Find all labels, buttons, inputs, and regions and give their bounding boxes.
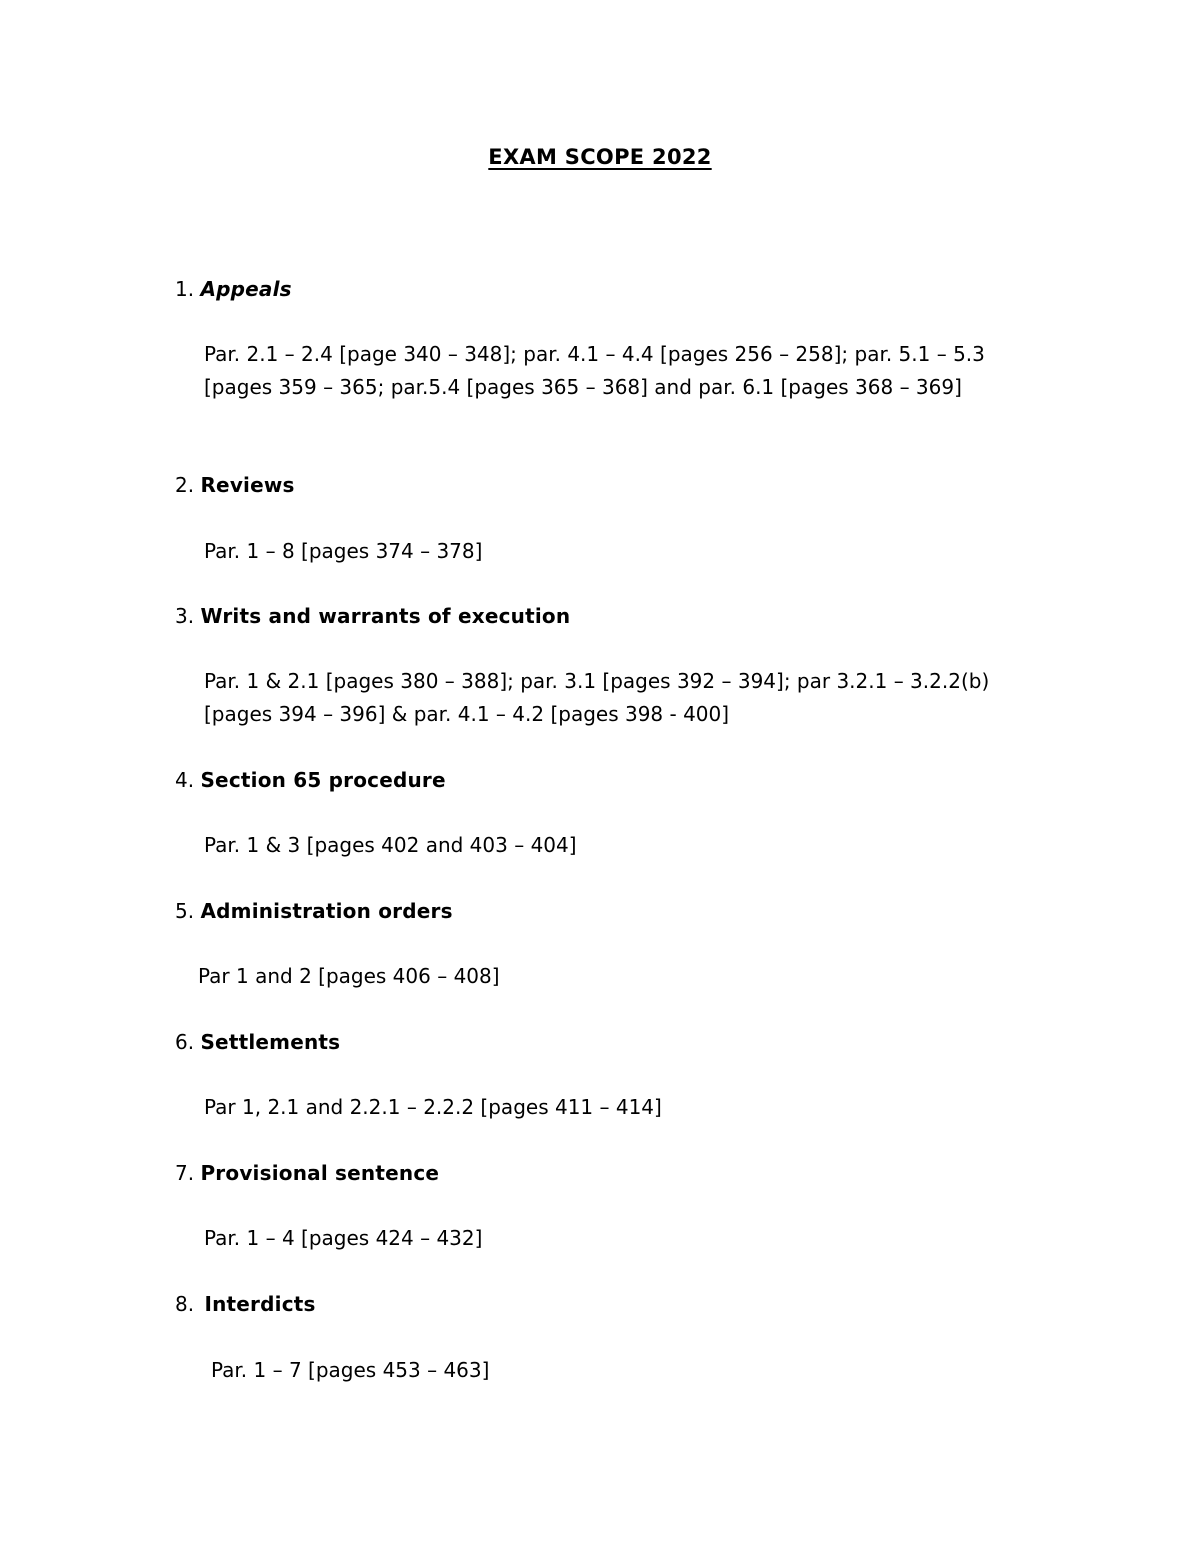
section-body-writs: Par. 1 & 2.1 [pages 380 – 388]; par. 3.1 [pages 392 – 394]; par 3.2.1 – 3.2.2(b) [pages 394 – 396] & par. 4.1 – 4.2 [pages 398 - 400] bbox=[204, 669, 990, 726]
section-body-settlements: Par 1, 2.1 and 2.2.1 – 2.2.2 [pages 411 – 414] bbox=[204, 1095, 662, 1119]
section-number: 3. bbox=[175, 604, 195, 628]
section-title: Administration orders bbox=[200, 899, 453, 923]
section-number: 5. bbox=[175, 899, 195, 923]
section-body-appeals: Par. 2.1 – 2.4 [page 340 – 348]; par. 4.1 – 4.4 [pages 256 – 258]; par. 5.1 – 5.3 [pages 359 – 365; par.5.4 [pages 365 – 368] and par. 6.1 [pages 368 – 369] bbox=[204, 342, 985, 399]
section-number: 1. bbox=[175, 277, 195, 301]
section-heading-appeals bbox=[175, 277, 292, 301]
section-heading-settlements bbox=[175, 1030, 340, 1054]
section-heading-reviews bbox=[175, 473, 295, 497]
section-title: Interdicts bbox=[204, 1292, 316, 1316]
section-heading-interdicts bbox=[175, 1292, 316, 1316]
section-heading-writs bbox=[175, 604, 570, 628]
section-number: 6. bbox=[175, 1030, 195, 1054]
section-title: Appeals bbox=[200, 277, 292, 301]
section-title: Provisional sentence bbox=[200, 1161, 440, 1185]
section-title: Section 65 procedure bbox=[200, 768, 446, 792]
section-body-interdicts: Par. 1 – 7 [pages 453 – 463] bbox=[211, 1358, 490, 1382]
section-heading-provisional-sentence bbox=[175, 1161, 439, 1185]
section-title: Writs and warrants of execution bbox=[200, 604, 571, 628]
section-number: 4. bbox=[175, 768, 195, 792]
section-body-reviews: Par. 1 – 8 [pages 374 – 378] bbox=[204, 539, 483, 563]
section-title: Reviews bbox=[200, 473, 295, 497]
section-body-administration-orders: Par 1 and 2 [pages 406 – 408] bbox=[198, 964, 500, 988]
section-heading-administration-orders bbox=[175, 899, 453, 923]
page-title: EXAM SCOPE 2022 bbox=[488, 145, 712, 169]
section-title: Settlements bbox=[200, 1030, 341, 1054]
section-number: 7. bbox=[175, 1161, 195, 1185]
section-body-provisional-sentence: Par. 1 – 4 [pages 424 – 432] bbox=[204, 1226, 483, 1250]
section-heading-section-65 bbox=[175, 768, 446, 792]
section-number: 8. bbox=[175, 1292, 195, 1316]
section-number: 2. bbox=[175, 473, 195, 497]
section-body-section-65: Par. 1 & 3 [pages 402 and 403 – 404] bbox=[204, 833, 577, 857]
